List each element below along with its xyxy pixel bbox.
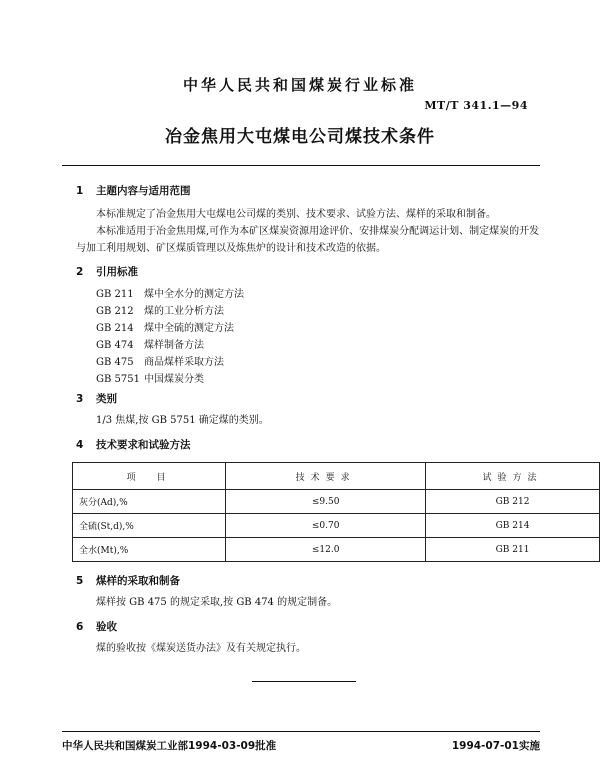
reference-name: 中国煤炭分类 bbox=[144, 374, 204, 385]
reference-item bbox=[96, 286, 244, 303]
approval-line: 中华人民共和国煤炭工业部1994-03-09批准 bbox=[62, 740, 277, 752]
reference-item bbox=[96, 303, 244, 320]
table-row bbox=[73, 490, 600, 514]
footer-rule bbox=[62, 731, 540, 732]
method-cell: GB 211 bbox=[426, 538, 600, 562]
effective-date: 1994-07-01实施 bbox=[451, 740, 540, 752]
section-5-para: 煤样按 GB 475 的规定采取,按 GB 474 的规定制备。 bbox=[96, 597, 338, 608]
section-title: 主题内容与适用范围 bbox=[96, 185, 191, 197]
section-number: 2 bbox=[76, 266, 84, 278]
section-number: 1 bbox=[76, 185, 84, 197]
section-number: 4 bbox=[76, 439, 84, 451]
end-rule bbox=[252, 681, 356, 682]
section-title: 引用标准 bbox=[96, 266, 138, 278]
reference-item bbox=[96, 320, 244, 337]
requirement-cell: ≤12.0 bbox=[226, 538, 426, 562]
section-title: 验收 bbox=[96, 621, 117, 633]
reference-code: GB 212 bbox=[96, 306, 134, 317]
requirement-cell: ≤0.70 bbox=[226, 514, 426, 538]
section-number: 6 bbox=[76, 621, 84, 633]
reference-item bbox=[96, 337, 244, 354]
column-header-method: 试验方法 bbox=[426, 463, 600, 490]
reference-item bbox=[96, 371, 244, 388]
reference-code: GB 5751 bbox=[96, 374, 140, 385]
section-6-para: 煤的验收按《煤炭送货办法》及有关规定执行。 bbox=[96, 643, 306, 654]
section-number: 5 bbox=[76, 575, 84, 587]
document-title: 冶金焦用大屯煤电公司煤技术条件 bbox=[165, 127, 435, 147]
section-title: 技术要求和试验方法 bbox=[96, 439, 191, 451]
section-title: 煤样的采取和制备 bbox=[96, 575, 180, 587]
reference-code: GB 211 bbox=[96, 289, 134, 300]
standard-number: MT/T 341.1—94 bbox=[424, 99, 528, 112]
reference-item bbox=[96, 354, 244, 371]
requirement-cell: ≤9.50 bbox=[226, 490, 426, 514]
item-cell: 全硫(St,d),% bbox=[73, 514, 226, 538]
standard-category: 中华人民共和国煤炭行业标准 bbox=[182, 76, 417, 94]
reference-list bbox=[96, 286, 244, 388]
section-3-heading bbox=[76, 391, 117, 406]
method-cell: GB 212 bbox=[426, 490, 600, 514]
section-number: 3 bbox=[76, 393, 84, 405]
section-6-heading bbox=[76, 619, 117, 634]
reference-code: GB 214 bbox=[96, 323, 134, 334]
reference-name: 煤样制备方法 bbox=[144, 340, 204, 351]
reference-name: 煤的工业分析方法 bbox=[144, 306, 224, 317]
section-5-heading bbox=[76, 573, 180, 588]
reference-name: 煤中全水分的测定方法 bbox=[144, 289, 244, 300]
section-1-heading bbox=[76, 183, 191, 198]
reference-name: 商品煤样采取方法 bbox=[144, 357, 224, 368]
section-title: 类别 bbox=[96, 393, 117, 405]
item-cell: 灰分(Ad),% bbox=[73, 490, 226, 514]
section-3-para: 1/3 焦煤,按 GB 5751 确定煤的类别。 bbox=[96, 415, 269, 426]
section-1-para-1: 本标准规定了冶金焦用大屯煤电公司煤的类别、技术要求、试验方法、煤样的采取和制备。 bbox=[96, 209, 496, 220]
column-header-item: 项 目 bbox=[73, 463, 226, 490]
method-cell: GB 214 bbox=[426, 514, 600, 538]
header-rule bbox=[62, 165, 540, 166]
table-row bbox=[73, 538, 600, 562]
table-header-row bbox=[73, 463, 600, 490]
reference-code: GB 474 bbox=[96, 340, 134, 351]
reference-code: GB 475 bbox=[96, 357, 134, 368]
section-4-heading bbox=[76, 437, 191, 452]
spec-table bbox=[72, 462, 600, 562]
section-2-heading bbox=[76, 264, 138, 279]
item-cell: 全水(Mt),% bbox=[73, 538, 226, 562]
column-header-requirement: 技术要求 bbox=[226, 463, 426, 490]
section-1-para-2: 本标准适用于冶金焦用煤,可作为本矿区煤炭资源用途评价、安排煤炭分配调运计划、制定煤炭的开发与加工利用规划、矿区煤质管理以及炼焦炉的设计和技术改造的依据。 bbox=[76, 226, 540, 254]
table-row bbox=[73, 514, 600, 538]
reference-name: 煤中全硫的测定方法 bbox=[144, 323, 234, 334]
